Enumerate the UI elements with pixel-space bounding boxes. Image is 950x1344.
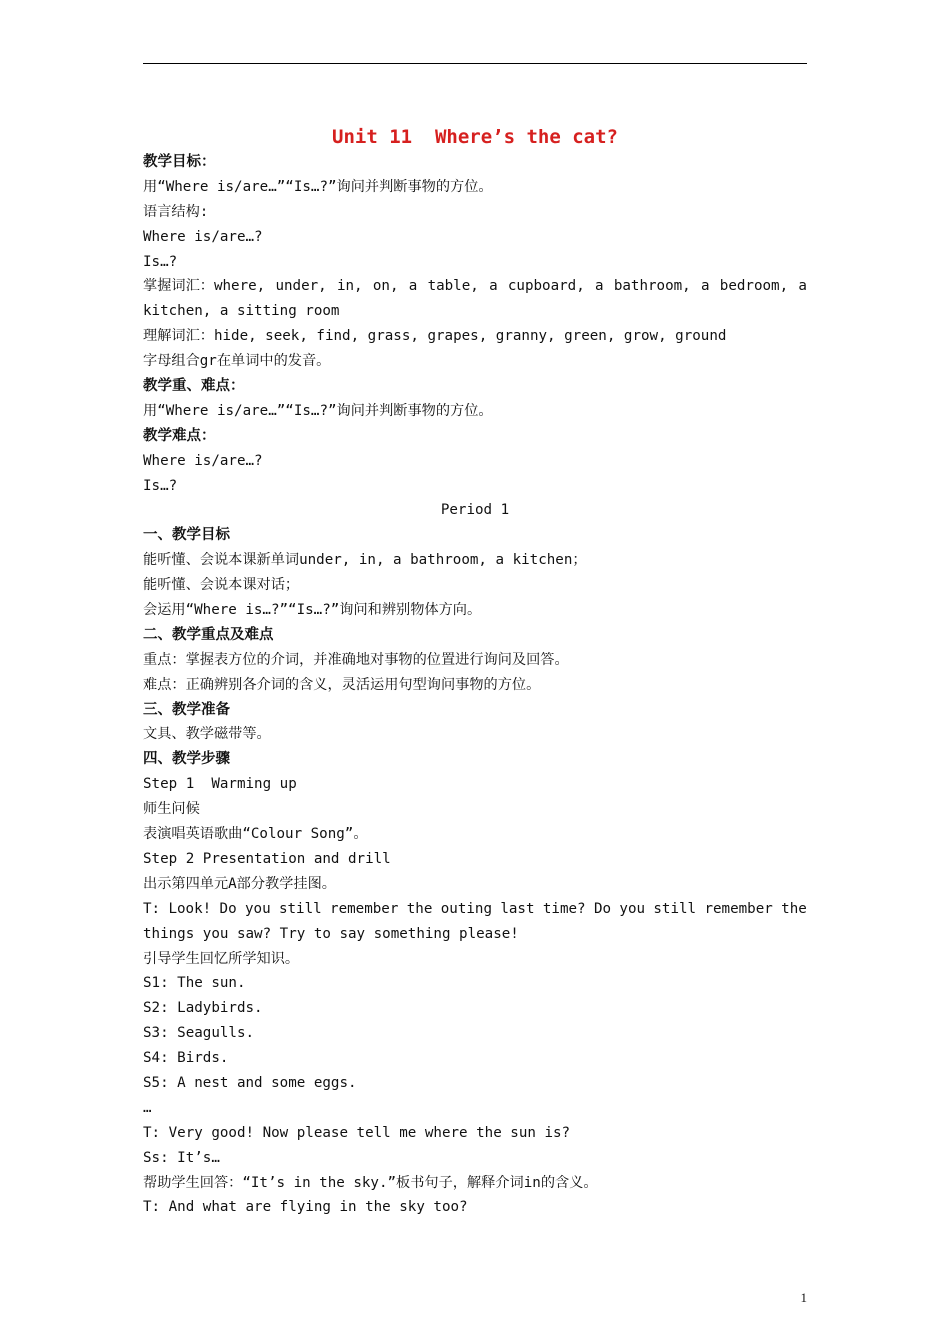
vocab-word: on, xyxy=(372,278,399,295)
vocab-word: in, xyxy=(336,278,363,295)
step-2-heading: Step 2 Presentation and drill xyxy=(143,850,391,867)
phonics-line: 字母组合gr在单词中的发音。 xyxy=(143,353,331,370)
section-2-line-2: 难点：正确辨别各介词的含义，灵活运用句型询问事物的方位。 xyxy=(143,676,541,693)
vocab-master-continued: kitchen, a sitting room xyxy=(143,303,340,320)
vocab-word: a xyxy=(798,278,807,295)
dialog-word: T: xyxy=(143,900,161,917)
dialog-word: you xyxy=(619,900,646,917)
dialog-word: still xyxy=(278,900,322,917)
difficulties-heading: 教学难点： xyxy=(143,427,216,444)
difficulties-line-1: Where is/are…? xyxy=(143,452,263,469)
student-3-answer: S3: Seagulls. xyxy=(143,1025,255,1042)
student-5-answer: S5: A nest and some eggs. xyxy=(143,1074,357,1091)
dialog-word: time? xyxy=(542,900,586,917)
vocab-word: table, xyxy=(427,278,479,295)
key-points-line: 用“Where is/are…”“Is…?”询问并判断事物的方位。 xyxy=(143,402,493,419)
dialog-word: you xyxy=(244,900,271,917)
structure-line-2: Is…? xyxy=(143,253,178,270)
period-title: Period 1 xyxy=(440,502,510,519)
dialog-word: Do xyxy=(219,900,237,917)
dialog-word: remember xyxy=(330,900,399,917)
section-4-heading: 四、教学步骤 xyxy=(143,751,230,768)
ellipsis-line: … xyxy=(143,1099,152,1116)
dialog-word: Look! xyxy=(168,900,212,917)
vocab-word: bathroom, xyxy=(613,278,691,295)
students-answer: Ss: It’s… xyxy=(143,1149,220,1166)
section-1-line-2: 能听懂、会说本课对话； xyxy=(143,577,300,594)
teacher-question-1 xyxy=(143,897,807,922)
page-title: Unit 11 Where’s the cat? xyxy=(332,126,618,148)
document-body xyxy=(143,150,807,1220)
vocab-word: cupboard, xyxy=(507,278,585,295)
page-number: 1 xyxy=(800,1290,807,1305)
dialog-word: still xyxy=(653,900,697,917)
vocab-word: a xyxy=(700,278,710,295)
teacher-question-1-continued: things you saw? Try to say something please! xyxy=(143,925,519,942)
vocab-word: a xyxy=(408,278,418,295)
difficulties-line-2: Is…? xyxy=(143,477,178,494)
section-2-heading: 二、教学重点及难点 xyxy=(143,626,274,643)
help-line: 帮助学生回答：“It’s in the sky.”板书句子，解释介词in的含义。 xyxy=(143,1174,598,1191)
dialog-word: the xyxy=(406,900,433,917)
vocab-word: a xyxy=(595,278,604,295)
key-points-heading: 教学重、难点： xyxy=(143,378,245,395)
guide-line: 引导学生回忆所学知识。 xyxy=(143,950,300,967)
vocab-word: under, xyxy=(275,278,327,295)
structure-label: 语言结构: xyxy=(143,203,209,220)
section-2-line-1: 重点：掌握表方位的介词，并准确地对事物的位置进行询问及回答。 xyxy=(143,651,569,668)
header-rule xyxy=(143,63,807,64)
student-2-answer: S2: Ladybirds. xyxy=(143,1000,263,1017)
teacher-question-3: T: And what are flying in the sky too? xyxy=(143,1199,468,1216)
vocab-word: bedroom, xyxy=(719,278,789,295)
objectives-line: 用“Where is/are…”“Is…?”询问并判断事物的方位。 xyxy=(143,178,493,195)
dialog-word: remember xyxy=(704,900,773,917)
section-1-line-3: 会运用“Where is…?”“Is…?”询问和辨别物体方向。 xyxy=(143,602,482,619)
step-1-line-b: 表演唱英语歌曲“Colour Song”。 xyxy=(143,826,368,843)
student-4-answer: S4: Birds. xyxy=(143,1050,229,1067)
step-2-line-a: 出示第四单元A部分教学挂图。 xyxy=(143,875,336,892)
step-1-heading: Step 1 Warming up xyxy=(143,776,297,793)
dialog-word: last xyxy=(500,900,535,917)
objectives-heading: 教学目标： xyxy=(143,154,216,170)
vocab-understand-line: 理解词汇：hide, seek, find, grass, grapes, granny, green, grow, ground xyxy=(143,328,727,345)
dialog-word: outing xyxy=(440,900,492,917)
section-3-line-1: 文具、教学磁带等。 xyxy=(143,726,271,743)
student-1-answer: S1: The sun. xyxy=(143,975,246,992)
dialog-word: Do xyxy=(593,900,612,917)
section-1-heading: 一、教学目标 xyxy=(143,527,230,544)
section-3-heading: 三、教学准备 xyxy=(143,701,230,718)
teacher-question-2: T: Very good! Now please tell me where the sun is? xyxy=(143,1124,571,1141)
vocab-word: a xyxy=(489,278,498,295)
dialog-word: the xyxy=(781,900,807,917)
structure-line-1: Where is/are…? xyxy=(143,228,263,245)
section-1-line-1: 能听懂、会说本课新单词under, in, a bathroom, a kitchen； xyxy=(143,552,587,569)
step-1-line-a: 师生问候 xyxy=(143,801,200,818)
vocab-word: 掌握词汇：where, xyxy=(143,278,266,295)
vocab-master-line xyxy=(143,274,807,299)
